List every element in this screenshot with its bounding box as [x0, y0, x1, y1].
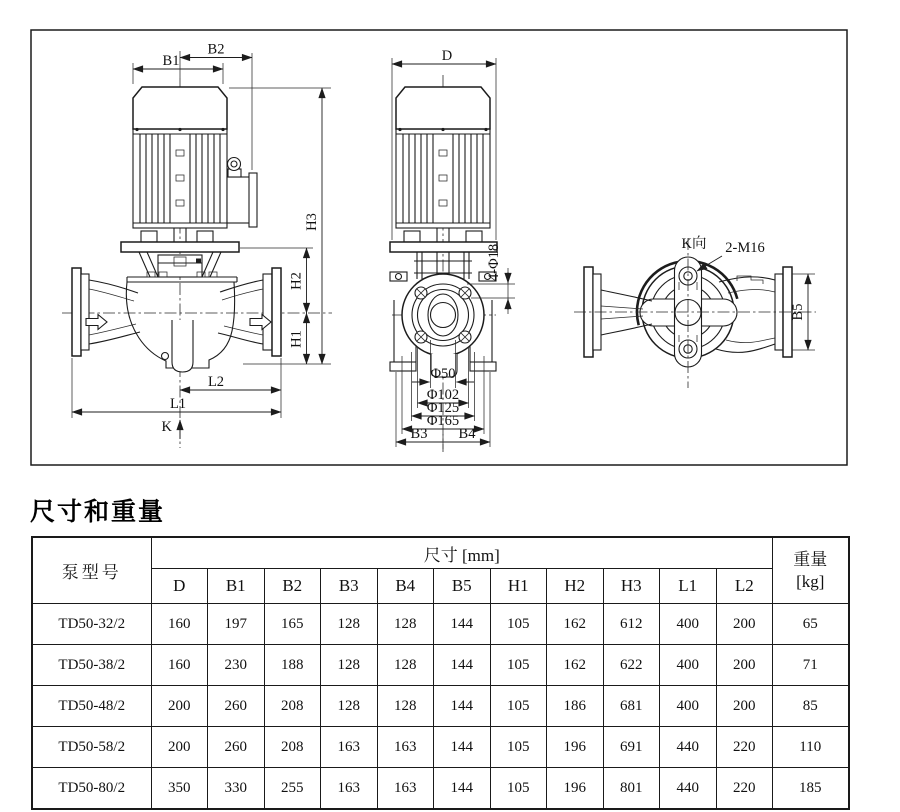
motor-base-flange	[121, 242, 239, 252]
model-cell: TD50-38/2	[32, 645, 151, 686]
dim-cell: 612	[603, 604, 660, 645]
dim-cell: 801	[603, 768, 660, 810]
weight-header-line1: 重量	[793, 550, 828, 570]
dim-cell: 144	[434, 645, 491, 686]
dim-cell: 400	[660, 686, 717, 727]
model-cell: TD50-48/2	[32, 686, 151, 727]
weight-cell: 185	[773, 768, 849, 810]
front-view	[390, 48, 515, 452]
dim-bolt-holes: 4-Φ18	[486, 243, 502, 281]
model-cell: TD50-80/2	[32, 768, 151, 810]
dim-cell: 200	[151, 727, 208, 768]
dim-cell: 163	[377, 768, 434, 810]
dim-phi50: Φ50	[430, 366, 456, 382]
dim-cell: 160	[151, 604, 208, 645]
dim-cell: 400	[660, 645, 717, 686]
suction-flange	[72, 268, 81, 356]
dim-col-header-h2: H2	[547, 569, 604, 604]
table-body	[32, 604, 849, 810]
dim-l1: L1	[169, 396, 187, 412]
k-view-label: K向	[681, 236, 707, 252]
motor-side	[121, 87, 257, 252]
dim-cell: 128	[377, 686, 434, 727]
dim-cell: 220	[716, 727, 773, 768]
dim-h2: H2	[288, 272, 305, 290]
dim-cell: 105	[490, 604, 547, 645]
model-column-header: 泵型号	[32, 537, 151, 604]
dim-l2: L2	[207, 374, 225, 390]
dim-cell: 330	[208, 768, 265, 810]
dim-cell: 163	[377, 727, 434, 768]
dim-b5: B5	[790, 303, 806, 321]
dim-cell: 105	[490, 645, 547, 686]
pump-flange-face	[390, 272, 496, 377]
dim-cell: 165	[264, 604, 321, 645]
dim-cell: 230	[208, 645, 265, 686]
dim-b1: B1	[162, 53, 180, 69]
dim-cell: 200	[716, 604, 773, 645]
dim-cell: 200	[716, 645, 773, 686]
table-row	[32, 645, 849, 686]
dim-cell: 186	[547, 686, 604, 727]
table-row	[32, 768, 849, 810]
dim-cell: 622	[603, 645, 660, 686]
table-row	[32, 686, 849, 727]
dim-col-header-b3: B3	[321, 569, 378, 604]
fan-cover	[133, 87, 227, 129]
dims-group-header: 尺寸 [mm]	[151, 537, 773, 569]
dim-cell: 197	[208, 604, 265, 645]
discharge-flange	[272, 268, 281, 356]
dim-cell: 220	[716, 768, 773, 810]
dim-col-header-b5: B5	[434, 569, 491, 604]
dim-b3: B3	[410, 426, 428, 442]
dim-phi165: Φ165	[426, 413, 460, 429]
weight-cell: 85	[773, 686, 849, 727]
dim-cell: 128	[377, 645, 434, 686]
dim-col-header-b1: B1	[208, 569, 265, 604]
dim-cell: 144	[434, 727, 491, 768]
dim-col-header-d: D	[151, 569, 208, 604]
dim-cell: 200	[716, 686, 773, 727]
dim-col-header-b2: B2	[264, 569, 321, 604]
section-title: 尺寸和重量	[30, 498, 166, 526]
dim-b4: B4	[458, 426, 476, 442]
dim-cell: 691	[603, 727, 660, 768]
dim-cell: 128	[321, 604, 378, 645]
dim-cell: 162	[547, 604, 604, 645]
dim-cell: 208	[264, 727, 321, 768]
dim-cell: 196	[547, 727, 604, 768]
dim-col-header-l1: L1	[660, 569, 717, 604]
flange-od-circle	[402, 274, 484, 356]
view-arrow-k-label: K	[161, 419, 172, 435]
dim-cell: 260	[208, 686, 265, 727]
weight-cell: 65	[773, 604, 849, 645]
dim-h1: H1	[288, 330, 305, 348]
dim-cell: 163	[321, 768, 378, 810]
weight-cell: 71	[773, 645, 849, 686]
model-cell: TD50-32/2	[32, 604, 151, 645]
dim-2m16: 2-M16	[725, 240, 765, 256]
dim-col-header-h3: H3	[603, 569, 660, 604]
dim-d: D	[441, 48, 453, 64]
dim-cell: 160	[151, 645, 208, 686]
dim-cell: 162	[547, 645, 604, 686]
dim-col-header-h1: H1	[490, 569, 547, 604]
dim-cell: 440	[660, 727, 717, 768]
dim-cell: 260	[208, 727, 265, 768]
dim-cell: 350	[151, 768, 208, 810]
weight-cell: 110	[773, 727, 849, 768]
dim-cell: 196	[547, 768, 604, 810]
lifting-eye	[228, 158, 241, 171]
drain-boss	[172, 320, 193, 372]
dim-cell: 105	[490, 768, 547, 810]
dim-cell: 128	[321, 645, 378, 686]
dimensions-weight-table	[31, 536, 850, 810]
dim-cell: 200	[151, 686, 208, 727]
dim-cell: 188	[264, 645, 321, 686]
motor-front	[390, 87, 497, 252]
side-view	[62, 42, 332, 449]
dim-cell: 440	[660, 768, 717, 810]
table-row	[32, 727, 849, 768]
model-cell: TD50-58/2	[32, 727, 151, 768]
table-header	[32, 537, 849, 604]
dim-phi125: Φ125	[426, 400, 460, 416]
dim-cell: 128	[321, 686, 378, 727]
dim-phi102: Φ102	[426, 387, 460, 403]
table-row	[32, 604, 849, 645]
dim-h3: H3	[304, 213, 320, 231]
dim-cell: 400	[660, 604, 717, 645]
dim-cell: 208	[264, 686, 321, 727]
weight-column-header	[773, 537, 849, 604]
dim-col-header-b4: B4	[377, 569, 434, 604]
dim-cell: 255	[264, 768, 321, 810]
dim-cell: 144	[434, 604, 491, 645]
terminal-box	[227, 177, 251, 223]
dim-cell: 105	[490, 686, 547, 727]
dim-col-header-l2: L2	[716, 569, 773, 604]
k-direction-view	[574, 235, 816, 388]
dim-cell: 144	[434, 768, 491, 810]
dim-cell: 144	[434, 686, 491, 727]
weight-header-line2: [kg]	[796, 571, 825, 591]
pump-casing-side	[72, 268, 281, 372]
dim-cell: 163	[321, 727, 378, 768]
dim-cell: 681	[603, 686, 660, 727]
dim-b2: B2	[207, 41, 225, 58]
lantern-side	[127, 252, 237, 282]
dim-cell: 105	[490, 727, 547, 768]
dim-cell: 128	[377, 604, 434, 645]
